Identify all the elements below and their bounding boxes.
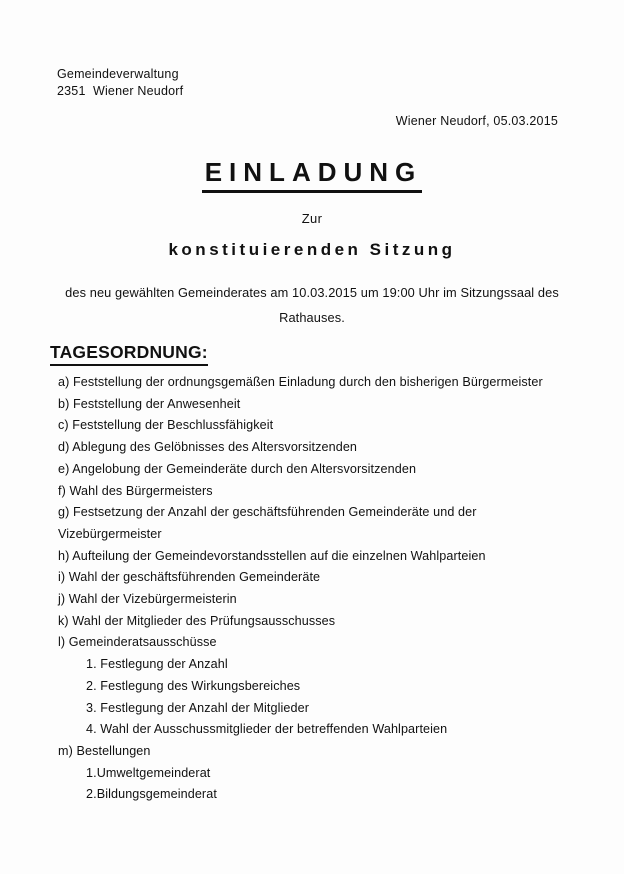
- agenda-item: i) Wahl der geschäftsführenden Gemeinderäte: [58, 570, 321, 585]
- agenda-item: l) Gemeinderatsausschüsse: [58, 635, 217, 650]
- agenda-item: k) Wahl der Mitglieder des Prüfungsausschusses: [58, 613, 336, 628]
- agenda-item: e) Angelobung der Gemeinderäte durch den Altersvorsitzenden: [58, 461, 417, 476]
- sender-organisation: Gemeindeverwaltung: [57, 67, 179, 81]
- agenda-item: 2.Bildungsgemeinderat: [86, 787, 217, 802]
- agenda-item: 4. Wahl der Ausschussmitglieder der betreffenden Wahlparteien: [86, 722, 448, 737]
- agenda-item: f) Wahl des Bürgermeisters: [58, 483, 213, 498]
- document-title-container: [0, 157, 624, 193]
- sender-address: 2351 Wiener Neudorf: [57, 84, 184, 98]
- agenda-item: a) Feststellung der ordnungsgemäßen Einladung durch den bisherigen Bürgermeister: [58, 375, 543, 389]
- agenda-item: j) Wahl der Vizebürgermeisterin: [58, 592, 237, 607]
- agenda-item: b) Feststellung der Anwesenheit: [58, 396, 241, 411]
- agenda-item: 1. Festlegung der Anzahl: [86, 657, 228, 672]
- agenda-item: h) Aufteilung der Gemeindevorstandsstellen auf die einzelnen Wahlparteien: [58, 548, 486, 563]
- agenda-item: m) Bestellungen: [58, 743, 151, 758]
- title-connector: Zur: [301, 211, 323, 226]
- agenda-item: 2. Festlegung des Wirkungsbereiches: [86, 678, 301, 693]
- agenda-item: g) Festsetzung der Anzahl der geschäftsführenden Gemeinderäte und der Vizebürgermeister: [58, 505, 477, 541]
- place-and-date: Wiener Neudorf, 05.03.2015: [395, 114, 558, 128]
- agenda-list: [58, 372, 578, 806]
- agenda-item: 3. Festlegung der Anzahl der Mitglieder: [86, 700, 310, 715]
- agenda-item: 1.Umweltgemeinderat: [86, 765, 211, 780]
- sender-block: [57, 66, 183, 100]
- agenda-item: d) Ablegung des Gelöbnisses des Altersvorsitzenden: [58, 440, 358, 455]
- agenda-heading: TAGESORDNUNG:: [50, 342, 208, 366]
- document-subtitle: konstituierenden Sitzung: [168, 240, 456, 259]
- document-title: EINLADUNG: [202, 157, 423, 193]
- meeting-details: des neu gewählten Gemeinderates am 10.03.2015 um 19:00 Uhr im Sitzungssaal des Rathauses.: [65, 285, 559, 325]
- agenda-item: c) Feststellung der Beschlussfähigkeit: [58, 418, 274, 433]
